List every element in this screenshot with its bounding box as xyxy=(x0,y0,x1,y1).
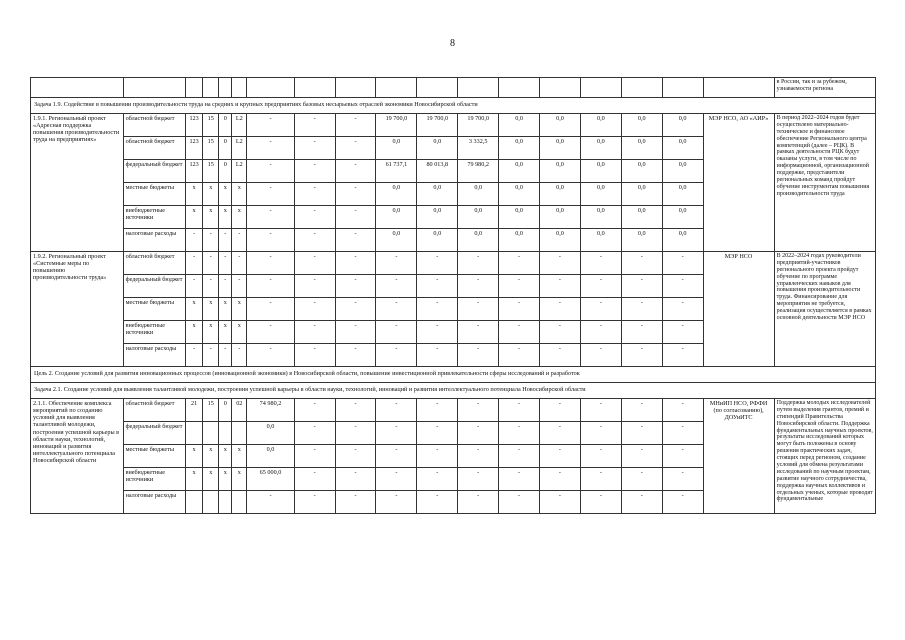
budget-code-c1: x xyxy=(185,183,202,206)
budget-code-c4: - xyxy=(232,252,247,275)
amount-cell: - xyxy=(335,344,376,367)
amount-cell: - xyxy=(294,137,335,160)
amount-cell: 80 013,8 xyxy=(417,160,458,183)
amount-cell: - xyxy=(294,183,335,206)
amount-cell: - xyxy=(417,321,458,344)
amount-cell: - xyxy=(247,298,294,321)
amount-cell: 0,0 xyxy=(580,206,621,229)
budget-code-c2: x xyxy=(203,321,219,344)
amount-cell: - xyxy=(247,491,294,514)
budget-code-c2: - xyxy=(203,275,219,298)
budget-code-c4: 02 xyxy=(232,399,247,422)
amount-cell: 0,0 xyxy=(417,206,458,229)
amount-cell: - xyxy=(540,399,581,422)
amount-cell: - xyxy=(499,491,540,514)
amount-cell: - xyxy=(247,275,294,298)
amount-cell: - xyxy=(376,445,417,468)
amount-cell: - xyxy=(335,160,376,183)
budget-code-c4: x xyxy=(232,298,247,321)
amount-cell: - xyxy=(499,252,540,275)
program-table xyxy=(30,77,876,514)
amount-cell: 0,0 xyxy=(540,137,581,160)
amount-cell: - xyxy=(580,298,621,321)
amount-cell: 0,0 xyxy=(662,206,703,229)
task-2-1-heading-row xyxy=(31,383,876,399)
amount-cell: 0,0 xyxy=(580,137,621,160)
amount-cell: 0,0 xyxy=(417,183,458,206)
funding-source: федеральный бюджет xyxy=(123,422,185,445)
amount-cell: - xyxy=(335,114,376,137)
amount-cell: - xyxy=(662,344,703,367)
amount-cell: - xyxy=(376,298,417,321)
amount-cell: - xyxy=(417,491,458,514)
amount-cell: - xyxy=(458,399,499,422)
amount-cell: - xyxy=(499,468,540,491)
amount-cell: 74 980,2 xyxy=(247,399,294,422)
amount-cell: - xyxy=(458,252,499,275)
amount-cell: - xyxy=(294,468,335,491)
project-name: 1.9.2. Региональный проект «Системные меры по повышению производительности труда» xyxy=(31,252,124,367)
amount-cell: - xyxy=(294,206,335,229)
budget-code-c2: - xyxy=(203,229,219,252)
amount-cell: - xyxy=(499,445,540,468)
goal-2-heading-row xyxy=(31,367,876,383)
amount-cell: - xyxy=(294,344,335,367)
amount-cell: 0,0 xyxy=(376,229,417,252)
amount-cell: - xyxy=(335,321,376,344)
amount-cell: 0,0 xyxy=(499,183,540,206)
budget-code-c2 xyxy=(203,422,219,445)
budget-code-c2: x xyxy=(203,206,219,229)
amount-cell: - xyxy=(499,422,540,445)
budget-code-c4 xyxy=(232,422,247,445)
amount-cell: - xyxy=(294,252,335,275)
amount-cell: - xyxy=(294,399,335,422)
expected-result: В период 2022–2024 годов будет осуществлено материально-техническое и финансовое обеспечение Регионального центра компетенций (далее – РЦК). В рамках деятельности РЦК будут оказаны услуги, в том числе по информационной, организационной поддержке, представители региональных команд пройдут обучение инструментам повышения производительности труда xyxy=(774,114,875,252)
budget-code-c3: - xyxy=(219,344,232,367)
funding-source: областной бюджет xyxy=(123,399,185,422)
amount-cell: - xyxy=(247,206,294,229)
amount-cell: - xyxy=(335,183,376,206)
amount-cell: - xyxy=(540,275,581,298)
budget-code-c3: x xyxy=(219,468,232,491)
amount-cell: - xyxy=(458,275,499,298)
funding-source: федеральный бюджет xyxy=(123,275,185,298)
amount-cell: - xyxy=(294,298,335,321)
amount-cell: - xyxy=(417,298,458,321)
amount-cell: - xyxy=(621,422,662,445)
amount-cell: 0,0 xyxy=(662,137,703,160)
amount-cell: - xyxy=(247,137,294,160)
amount-cell: - xyxy=(417,275,458,298)
goal-2-heading: Цель 2. Создание условий для развития инновационных процессов (инновационной экономики) в Новосибирской области, повышение инвестиционной привлекательности сферы исследований и разработок xyxy=(31,367,876,383)
amount-cell: 0,0 xyxy=(662,114,703,137)
budget-code-c3: x xyxy=(219,321,232,344)
executor: МЭР НСО xyxy=(703,252,774,367)
amount-cell: - xyxy=(247,160,294,183)
amount-cell: - xyxy=(621,298,662,321)
budget-code-c4: x xyxy=(232,206,247,229)
budget-code-c1 xyxy=(185,491,202,514)
expected-result: В 2022–2024 годах руководители предприятий-участников регионального проекта пройдут обучение по программе управленческих навыков для повышения производительности труда. Финансирование для мероприятия не требуется, реализация осуществляется в рамках основной деятельности МЭР НСО xyxy=(774,252,875,367)
amount-cell: - xyxy=(540,445,581,468)
amount-cell: - xyxy=(376,422,417,445)
budget-code-c2: - xyxy=(203,252,219,275)
amount-cell: - xyxy=(417,445,458,468)
budget-code-c1: 123 xyxy=(185,160,202,183)
budget-code-c3: 0 xyxy=(219,137,232,160)
amount-cell: - xyxy=(499,298,540,321)
amount-cell: 0,0 xyxy=(376,137,417,160)
amount-cell: - xyxy=(458,491,499,514)
amount-cell: - xyxy=(580,468,621,491)
budget-code-c1 xyxy=(185,422,202,445)
amount-cell: - xyxy=(580,445,621,468)
continuation-row xyxy=(31,78,876,98)
budget-code-c2: x xyxy=(203,468,219,491)
amount-cell: - xyxy=(335,252,376,275)
amount-cell: - xyxy=(662,445,703,468)
budget-code-c2: 15 xyxy=(203,160,219,183)
amount-cell: - xyxy=(662,298,703,321)
amount-cell: - xyxy=(294,160,335,183)
amount-cell: 0,0 xyxy=(499,229,540,252)
budget-code-c3: x xyxy=(219,206,232,229)
amount-cell: - xyxy=(540,298,581,321)
task-1-9-heading: Задача 1.9. Содействие в повышении производительности труда на средних и крупных предприятиях базовых несырьевых отраслей экономики Новосибирской области xyxy=(31,98,876,114)
amount-cell: - xyxy=(580,399,621,422)
amount-cell: 0,0 xyxy=(458,229,499,252)
amount-cell: - xyxy=(335,468,376,491)
amount-cell: 19 700,0 xyxy=(376,114,417,137)
amount-cell: - xyxy=(335,206,376,229)
amount-cell: 0,0 xyxy=(621,137,662,160)
amount-cell: - xyxy=(621,252,662,275)
amount-cell: - xyxy=(294,114,335,137)
amount-cell: - xyxy=(499,275,540,298)
amount-cell: - xyxy=(335,229,376,252)
amount-cell: - xyxy=(458,468,499,491)
funding-source: областной бюджет xyxy=(123,114,185,137)
page-number: 8 xyxy=(450,38,455,49)
amount-cell: 0,0 xyxy=(621,114,662,137)
funding-source: внебюджетные источники xyxy=(123,206,185,229)
amount-cell: - xyxy=(458,321,499,344)
funding-source: местные бюджеты xyxy=(123,445,185,468)
amount-cell: - xyxy=(247,344,294,367)
amount-cell: - xyxy=(540,321,581,344)
funding-source: местные бюджеты xyxy=(123,183,185,206)
amount-cell: - xyxy=(294,275,335,298)
budget-code-c3: x xyxy=(219,183,232,206)
budget-code-c4: L2 xyxy=(232,160,247,183)
budget-code-c4: x xyxy=(232,468,247,491)
amount-cell: 0,0 xyxy=(621,229,662,252)
budget-code-c1: 21 xyxy=(185,399,202,422)
funding-source: внебюджетные источники xyxy=(123,321,185,344)
amount-cell: 0,0 xyxy=(417,229,458,252)
amount-cell: 0,0 xyxy=(540,206,581,229)
funding-source: областной бюджет xyxy=(123,137,185,160)
amount-cell: 3 332,5 xyxy=(458,137,499,160)
funding-source: областной бюджет xyxy=(123,252,185,275)
amount-cell: - xyxy=(294,229,335,252)
budget-code-c1: x xyxy=(185,298,202,321)
amount-cell: 0,0 xyxy=(499,160,540,183)
task-1-9-row xyxy=(31,98,876,114)
amount-cell: - xyxy=(499,399,540,422)
budget-code-c1: 123 xyxy=(185,114,202,137)
amount-cell: 79 980,2 xyxy=(458,160,499,183)
amount-cell: - xyxy=(621,344,662,367)
amount-cell: - xyxy=(458,298,499,321)
amount-cell: - xyxy=(580,491,621,514)
amount-cell: - xyxy=(580,275,621,298)
amount-cell: - xyxy=(417,252,458,275)
budget-code-c2: x xyxy=(203,183,219,206)
amount-cell: - xyxy=(458,422,499,445)
budget-code-c3: - xyxy=(219,252,232,275)
budget-code-c4: L2 xyxy=(232,137,247,160)
amount-cell: 0,0 xyxy=(540,160,581,183)
budget-code-c3: x xyxy=(219,298,232,321)
amount-cell: 61 737,1 xyxy=(376,160,417,183)
budget-code-c2: 15 xyxy=(203,399,219,422)
amount-cell: - xyxy=(376,491,417,514)
amount-cell: 0,0 xyxy=(580,114,621,137)
amount-cell: 0,0 xyxy=(417,137,458,160)
amount-cell: 0,0 xyxy=(499,206,540,229)
amount-cell: - xyxy=(417,468,458,491)
amount-cell: 0,0 xyxy=(662,160,703,183)
budget-code-c3: 0 xyxy=(219,114,232,137)
amount-cell: 0,0 xyxy=(540,114,581,137)
amount-cell: - xyxy=(662,252,703,275)
expected-result: Поддержка молодых исследователей путем выделения грантов, премий и стипендий Правительства Новосибирской области. Поддержка фундаментальных научных проектов, результаты исследований которых могут быть положены в основу решения практических задач, стоящих перед регионом, создание условий для обмена результатами исследований по научным проектам, развитие научного сотрудничества, поддержка научных коллективов и отдельных ученых, которые проводят фундаментальные xyxy=(774,399,875,514)
budget-code-c2: x xyxy=(203,298,219,321)
budget-code-c3: x xyxy=(219,445,232,468)
amount-cell: 0,0 xyxy=(580,160,621,183)
amount-cell: - xyxy=(621,321,662,344)
task-2-1-heading: Задача 2.1. Создание условий для выявления талантливой молодежи, построения успешной карьеры в области науки, технологий, инноваций и развития интеллектуального потенциала Новосибирской области xyxy=(31,383,876,399)
amount-cell: - xyxy=(580,321,621,344)
amount-cell: - xyxy=(458,344,499,367)
funding-source: местные бюджеты xyxy=(123,298,185,321)
amount-cell: 0,0 xyxy=(458,206,499,229)
amount-cell: 0,0 xyxy=(376,183,417,206)
budget-code-c1: x xyxy=(185,321,202,344)
budget-code-c4 xyxy=(232,491,247,514)
funding-source: налоговые расходы xyxy=(123,491,185,514)
amount-cell: - xyxy=(621,468,662,491)
funding-row xyxy=(31,114,876,137)
amount-cell: 0,0 xyxy=(580,183,621,206)
amount-cell: - xyxy=(621,275,662,298)
amount-cell: 19 700,0 xyxy=(458,114,499,137)
amount-cell: - xyxy=(499,344,540,367)
amount-cell: 19 700,0 xyxy=(417,114,458,137)
amount-cell: - xyxy=(335,445,376,468)
executor: МЭР НСО, АО «АИР» xyxy=(703,114,774,252)
funding-row xyxy=(31,399,876,422)
amount-cell: - xyxy=(417,399,458,422)
amount-cell: - xyxy=(335,298,376,321)
budget-code-c1: 123 xyxy=(185,137,202,160)
budget-code-c3 xyxy=(219,422,232,445)
amount-cell: 0,0 xyxy=(499,137,540,160)
budget-code-c4: x xyxy=(232,183,247,206)
amount-cell: - xyxy=(499,321,540,344)
amount-cell: - xyxy=(662,275,703,298)
budget-code-c3 xyxy=(219,491,232,514)
budget-code-c1: x xyxy=(185,468,202,491)
funding-source: налоговые расходы xyxy=(123,344,185,367)
budget-code-c4: - xyxy=(232,344,247,367)
budget-code-c2 xyxy=(203,491,219,514)
amount-cell: 0,0 xyxy=(376,206,417,229)
amount-cell: 0,0 xyxy=(499,114,540,137)
budget-code-c2: x xyxy=(203,445,219,468)
budget-code-c2: - xyxy=(203,344,219,367)
amount-cell: - xyxy=(621,445,662,468)
amount-cell: - xyxy=(335,422,376,445)
amount-cell: - xyxy=(417,344,458,367)
amount-cell: 0,0 xyxy=(247,445,294,468)
amount-cell: 0,0 xyxy=(621,160,662,183)
budget-code-c4: x xyxy=(232,445,247,468)
amount-cell: - xyxy=(540,422,581,445)
amount-cell: - xyxy=(294,491,335,514)
budget-code-c1: x xyxy=(185,206,202,229)
amount-cell: - xyxy=(376,468,417,491)
amount-cell: 0,0 xyxy=(621,183,662,206)
amount-cell: - xyxy=(621,491,662,514)
amount-cell: - xyxy=(662,422,703,445)
amount-cell: - xyxy=(376,275,417,298)
budget-code-c1: - xyxy=(185,252,202,275)
amount-cell: - xyxy=(335,491,376,514)
budget-code-c2: 15 xyxy=(203,114,219,137)
amount-cell: - xyxy=(335,137,376,160)
amount-cell: 0,0 xyxy=(540,229,581,252)
amount-cell: - xyxy=(417,422,458,445)
amount-cell: - xyxy=(540,344,581,367)
funding-source: федеральный бюджет xyxy=(123,160,185,183)
budget-code-c2: 15 xyxy=(203,137,219,160)
amount-cell: - xyxy=(335,399,376,422)
amount-cell: - xyxy=(294,321,335,344)
project-name: 2.1.1. Обеспечение комплекса мероприятий по созданию условий для выявления талантливой молодежи, построения успешной карьеры в области науки, технологий, инноваций и развития интеллектуального потенциала Новосибирской области xyxy=(31,399,124,514)
amount-cell: 0,0 xyxy=(247,422,294,445)
continuation-description: в России, так и за рубежом, узнаваемости региона xyxy=(774,78,875,98)
amount-cell: - xyxy=(662,491,703,514)
amount-cell: - xyxy=(580,252,621,275)
budget-code-c1: - xyxy=(185,344,202,367)
budget-code-c3: 0 xyxy=(219,399,232,422)
amount-cell: - xyxy=(580,422,621,445)
budget-code-c1: - xyxy=(185,229,202,252)
amount-cell: - xyxy=(540,252,581,275)
amount-cell: - xyxy=(458,445,499,468)
budget-code-c3: - xyxy=(219,275,232,298)
budget-code-c3: - xyxy=(219,229,232,252)
amount-cell: 0,0 xyxy=(580,229,621,252)
amount-cell: - xyxy=(376,321,417,344)
amount-cell: 65 000,0 xyxy=(247,468,294,491)
amount-cell: 0,0 xyxy=(662,229,703,252)
amount-cell: - xyxy=(247,229,294,252)
executor: МНиИП НСО, РФФИ (по согласованию), ДОУиИТС xyxy=(703,399,774,514)
funding-source: внебюджетные источники xyxy=(123,468,185,491)
amount-cell: - xyxy=(247,114,294,137)
amount-cell: - xyxy=(335,275,376,298)
amount-cell: - xyxy=(580,344,621,367)
funding-row xyxy=(31,252,876,275)
budget-code-c3: 0 xyxy=(219,160,232,183)
amount-cell: - xyxy=(662,321,703,344)
amount-cell: - xyxy=(540,468,581,491)
funding-source: налоговые расходы xyxy=(123,229,185,252)
budget-code-c4: x xyxy=(232,321,247,344)
amount-cell: - xyxy=(294,445,335,468)
amount-cell: - xyxy=(376,399,417,422)
amount-cell: 0,0 xyxy=(662,183,703,206)
amount-cell: - xyxy=(376,252,417,275)
amount-cell: - xyxy=(621,399,662,422)
budget-code-c4: L2 xyxy=(232,114,247,137)
amount-cell: - xyxy=(247,183,294,206)
amount-cell: 0,0 xyxy=(621,206,662,229)
amount-cell: 0,0 xyxy=(458,183,499,206)
amount-cell: - xyxy=(247,252,294,275)
budget-code-c4: - xyxy=(232,229,247,252)
budget-code-c1: x xyxy=(185,445,202,468)
budget-code-c1: - xyxy=(185,275,202,298)
amount-cell: - xyxy=(376,344,417,367)
amount-cell: - xyxy=(247,321,294,344)
amount-cell: 0,0 xyxy=(540,183,581,206)
amount-cell: - xyxy=(662,399,703,422)
amount-cell: - xyxy=(294,422,335,445)
amount-cell: - xyxy=(540,491,581,514)
amount-cell: - xyxy=(662,468,703,491)
project-name: 1.9.1. Региональный проект «Адресная поддержка повышения производительности труда на предприятиях» xyxy=(31,114,124,252)
budget-code-c4: - xyxy=(232,275,247,298)
